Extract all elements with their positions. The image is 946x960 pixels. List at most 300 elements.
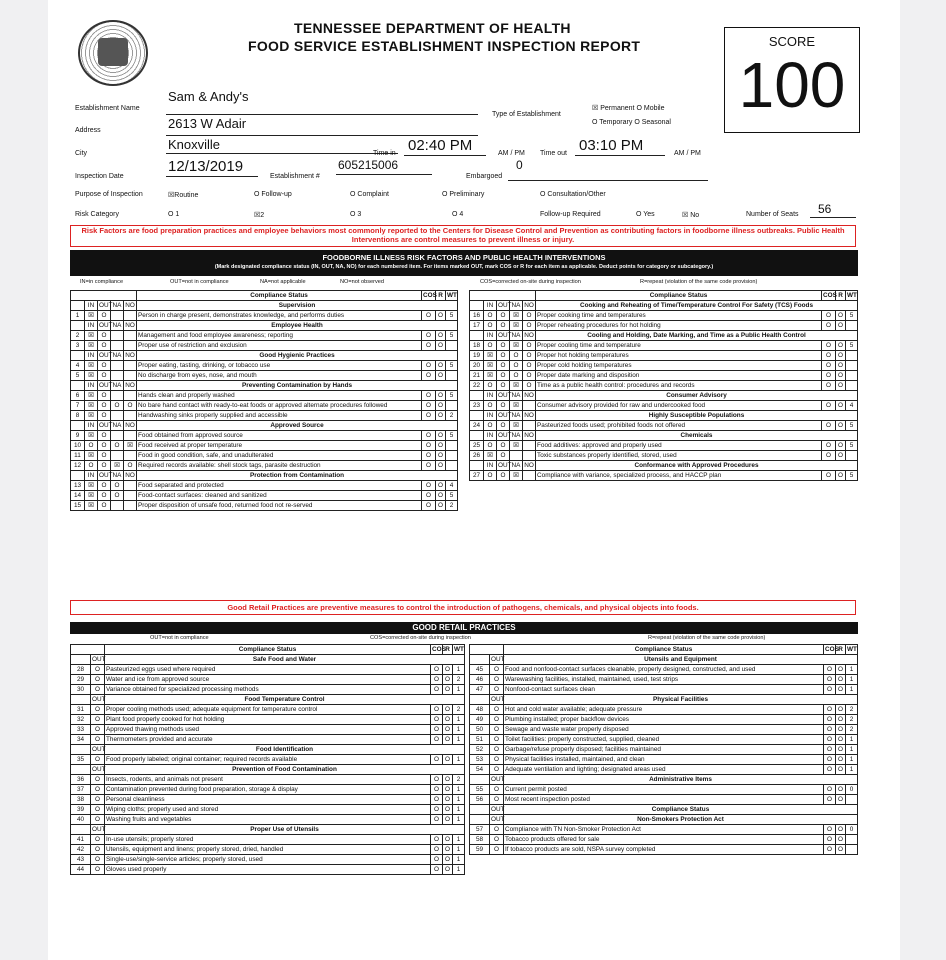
cos-mark[interactable]: O bbox=[824, 765, 836, 775]
out-mark[interactable]: O bbox=[490, 765, 504, 775]
out-mark[interactable]: O bbox=[91, 785, 105, 795]
out-mark[interactable]: O bbox=[91, 705, 105, 715]
status-mark[interactable] bbox=[124, 411, 137, 421]
status-mark[interactable]: O bbox=[484, 341, 497, 351]
label-city: City bbox=[75, 150, 88, 157]
item-number: 20 bbox=[470, 361, 484, 371]
item-description: Proper disposition of unsafe food, returned food not re-served bbox=[137, 501, 422, 511]
out-mark[interactable]: O bbox=[490, 745, 504, 755]
out-mark[interactable]: O bbox=[91, 775, 105, 785]
cos-mark[interactable]: O bbox=[422, 311, 436, 321]
status-mark[interactable] bbox=[523, 401, 536, 411]
r-mark[interactable]: O bbox=[436, 441, 446, 451]
item-number: 46 bbox=[470, 675, 490, 685]
status-mark[interactable]: O bbox=[523, 371, 536, 381]
r-mark[interactable]: O bbox=[436, 491, 446, 501]
out-mark[interactable]: O bbox=[91, 685, 105, 695]
status-mark[interactable] bbox=[111, 501, 124, 511]
status-mark[interactable]: O bbox=[98, 461, 111, 471]
out-mark[interactable]: O bbox=[490, 705, 504, 715]
out-mark[interactable]: O bbox=[91, 735, 105, 745]
r-mark[interactable]: O bbox=[836, 351, 846, 361]
status-mark[interactable]: O bbox=[497, 361, 510, 371]
status-mark[interactable]: O bbox=[124, 401, 137, 411]
status-mark[interactable]: ☒ bbox=[85, 491, 98, 501]
r-mark[interactable]: O bbox=[443, 685, 453, 695]
out-mark[interactable]: O bbox=[91, 865, 105, 875]
cos-mark[interactable]: O bbox=[422, 361, 436, 371]
cos-heading: COS bbox=[825, 645, 839, 653]
status-mark[interactable] bbox=[111, 411, 124, 421]
r-mark[interactable]: O bbox=[443, 865, 453, 875]
status-mark[interactable]: O bbox=[497, 341, 510, 351]
r-mark[interactable]: O bbox=[836, 685, 846, 695]
cos-mark[interactable]: O bbox=[822, 401, 836, 411]
item-number: 14 bbox=[71, 491, 85, 501]
r-mark[interactable]: O bbox=[436, 361, 446, 371]
r-mark[interactable]: O bbox=[443, 805, 453, 815]
cos-mark[interactable]: O bbox=[822, 351, 836, 361]
cos-mark[interactable]: O bbox=[422, 371, 436, 381]
cos-mark[interactable]: O bbox=[422, 391, 436, 401]
status-mark[interactable]: ☒ bbox=[510, 401, 523, 411]
cos-mark[interactable]: O bbox=[422, 501, 436, 511]
status-mark[interactable]: O bbox=[497, 401, 510, 411]
status-mark[interactable]: O bbox=[111, 481, 124, 491]
cos-mark[interactable]: O bbox=[431, 725, 443, 735]
r-mark[interactable]: O bbox=[436, 451, 446, 461]
subsection-row bbox=[71, 351, 458, 361]
cos-mark[interactable]: O bbox=[824, 745, 836, 755]
status-mark[interactable]: O bbox=[98, 441, 111, 451]
r-mark[interactable]: O bbox=[836, 765, 846, 775]
r-mark[interactable]: O bbox=[443, 835, 453, 845]
status-mark[interactable] bbox=[124, 391, 137, 401]
risk-item-row bbox=[71, 401, 458, 411]
time-in-value: 02:40 PM bbox=[408, 137, 473, 154]
status-mark[interactable]: O bbox=[98, 331, 111, 341]
status-mark[interactable] bbox=[124, 331, 137, 341]
status-mark[interactable]: O bbox=[484, 321, 497, 331]
cos-mark[interactable]: O bbox=[824, 845, 836, 855]
cos-mark[interactable]: O bbox=[431, 675, 443, 685]
out-mark[interactable]: O bbox=[91, 755, 105, 765]
status-mark[interactable]: ☒ bbox=[85, 411, 98, 421]
cos-mark[interactable]: O bbox=[824, 835, 836, 845]
r-mark[interactable]: O bbox=[443, 715, 453, 725]
r-mark[interactable]: O bbox=[436, 481, 446, 491]
out-mark[interactable]: O bbox=[490, 665, 504, 675]
out-mark[interactable]: O bbox=[490, 755, 504, 765]
followup-yes: O Yes bbox=[636, 211, 655, 218]
no-col-label: NO bbox=[125, 351, 135, 359]
status-mark[interactable]: O bbox=[497, 441, 510, 451]
status-mark[interactable]: ☒ bbox=[484, 451, 497, 461]
r-mark[interactable]: O bbox=[836, 341, 846, 351]
cos-mark[interactable]: O bbox=[431, 665, 443, 675]
out-mark[interactable]: O bbox=[91, 675, 105, 685]
cos-mark[interactable]: O bbox=[422, 431, 436, 441]
status-mark[interactable]: O bbox=[98, 411, 111, 421]
r-mark[interactable]: O bbox=[443, 775, 453, 785]
cos-mark[interactable]: O bbox=[822, 451, 836, 461]
retail-item-row bbox=[71, 795, 465, 805]
status-mark[interactable]: O bbox=[497, 451, 510, 461]
out-mark[interactable]: O bbox=[91, 715, 105, 725]
risk-factors-left-table bbox=[70, 290, 458, 511]
status-mark[interactable]: ☒ bbox=[111, 461, 124, 471]
cos-mark[interactable]: O bbox=[824, 715, 836, 725]
item-number: 18 bbox=[470, 341, 484, 351]
status-mark[interactable]: ☒ bbox=[85, 401, 98, 411]
r-mark[interactable]: O bbox=[836, 745, 846, 755]
status-mark[interactable]: O bbox=[98, 341, 111, 351]
status-mark[interactable]: O bbox=[98, 401, 111, 411]
cos-mark[interactable]: O bbox=[431, 805, 443, 815]
status-mark[interactable]: ☒ bbox=[85, 371, 98, 381]
cos-mark[interactable]: O bbox=[822, 471, 836, 481]
cos-mark[interactable]: O bbox=[822, 361, 836, 371]
out-mark[interactable]: O bbox=[490, 725, 504, 735]
status-mark[interactable]: ☒ bbox=[510, 321, 523, 331]
r-mark[interactable]: O bbox=[443, 815, 453, 825]
purpose-consultation: O Consultation/Other bbox=[540, 191, 606, 198]
status-mark[interactable] bbox=[124, 431, 137, 441]
r-mark[interactable]: O bbox=[836, 451, 846, 461]
cos-mark[interactable]: O bbox=[431, 755, 443, 765]
r-mark[interactable]: O bbox=[836, 735, 846, 745]
status-mark[interactable]: O bbox=[497, 351, 510, 361]
item-number: 42 bbox=[71, 845, 91, 855]
cos-mark[interactable]: O bbox=[422, 481, 436, 491]
status-mark[interactable]: O bbox=[523, 341, 536, 351]
status-mark[interactable]: O bbox=[484, 381, 497, 391]
status-mark[interactable]: O bbox=[98, 391, 111, 401]
r-mark[interactable]: O bbox=[443, 755, 453, 765]
status-mark[interactable] bbox=[523, 471, 536, 481]
cos-mark[interactable]: O bbox=[824, 785, 836, 795]
cos-mark[interactable]: O bbox=[822, 311, 836, 321]
status-mark[interactable] bbox=[111, 451, 124, 461]
item-number: 27 bbox=[470, 471, 484, 481]
status-mark[interactable] bbox=[124, 481, 137, 491]
r-mark[interactable]: O bbox=[836, 381, 846, 391]
status-mark[interactable] bbox=[111, 371, 124, 381]
status-mark[interactable]: O bbox=[124, 461, 137, 471]
item-description: Food received at proper temperature bbox=[137, 441, 422, 451]
status-mark[interactable] bbox=[111, 311, 124, 321]
status-mark[interactable] bbox=[124, 371, 137, 381]
status-mark[interactable]: O bbox=[484, 421, 497, 431]
status-mark[interactable]: ☒ bbox=[85, 341, 98, 351]
r-heading: R bbox=[836, 291, 846, 301]
cos-mark[interactable]: O bbox=[431, 815, 443, 825]
status-mark[interactable] bbox=[124, 361, 137, 371]
subsection-title: Prevention of Food Contamination bbox=[105, 765, 465, 775]
cos-mark[interactable]: O bbox=[431, 835, 443, 845]
status-mark[interactable]: O bbox=[497, 471, 510, 481]
status-mark[interactable] bbox=[111, 361, 124, 371]
r-mark[interactable]: O bbox=[443, 705, 453, 715]
status-mark[interactable]: ☒ bbox=[124, 441, 137, 451]
r-mark[interactable]: O bbox=[436, 391, 446, 401]
r-mark[interactable]: O bbox=[443, 725, 453, 735]
score-label: SCORE bbox=[768, 34, 816, 49]
cos-mark[interactable]: O bbox=[422, 341, 436, 351]
r-mark[interactable]: O bbox=[836, 321, 846, 331]
weight bbox=[846, 361, 858, 371]
r-mark[interactable]: O bbox=[443, 735, 453, 745]
r-mark[interactable]: O bbox=[443, 845, 453, 855]
status-mark[interactable] bbox=[523, 441, 536, 451]
r-mark[interactable]: O bbox=[836, 835, 846, 845]
out-mark[interactable]: O bbox=[490, 785, 504, 795]
status-mark[interactable]: ☒ bbox=[85, 431, 98, 441]
status-mark[interactable]: ☒ bbox=[85, 481, 98, 491]
r-mark[interactable]: O bbox=[836, 785, 846, 795]
out-mark[interactable]: O bbox=[490, 685, 504, 695]
status-mark[interactable]: O bbox=[98, 371, 111, 381]
status-mark[interactable]: O bbox=[497, 321, 510, 331]
status-mark[interactable] bbox=[124, 451, 137, 461]
status-mark[interactable]: ☒ bbox=[484, 371, 497, 381]
status-mark[interactable] bbox=[111, 431, 124, 441]
out-mark[interactable]: O bbox=[490, 675, 504, 685]
cos-mark[interactable]: O bbox=[824, 755, 836, 765]
cos-mark[interactable]: O bbox=[422, 441, 436, 451]
cos-mark[interactable]: O bbox=[431, 795, 443, 805]
status-mark[interactable]: ☒ bbox=[85, 391, 98, 401]
cos-mark[interactable]: O bbox=[431, 735, 443, 745]
status-mark[interactable] bbox=[124, 311, 137, 321]
out-mark[interactable]: O bbox=[91, 795, 105, 805]
cos-mark[interactable]: O bbox=[824, 795, 836, 805]
r-mark[interactable]: O bbox=[836, 371, 846, 381]
status-mark[interactable]: O bbox=[497, 371, 510, 381]
item-number: 30 bbox=[71, 685, 91, 695]
r-mark[interactable]: O bbox=[836, 795, 846, 805]
status-mark[interactable] bbox=[111, 331, 124, 341]
status-mark[interactable]: ☒ bbox=[510, 471, 523, 481]
status-mark[interactable]: O bbox=[510, 371, 523, 381]
r-mark[interactable]: O bbox=[836, 755, 846, 765]
cos-mark[interactable]: O bbox=[431, 775, 443, 785]
subsection-title: Approved Source bbox=[137, 421, 458, 431]
weight: 1 bbox=[846, 745, 858, 755]
out-mark[interactable]: O bbox=[490, 825, 504, 835]
status-mark[interactable]: O bbox=[111, 401, 124, 411]
status-mark[interactable]: O bbox=[510, 351, 523, 361]
cos-mark[interactable]: O bbox=[422, 451, 436, 461]
cos-mark[interactable]: O bbox=[822, 381, 836, 391]
status-mark[interactable] bbox=[510, 451, 523, 461]
r-mark[interactable]: O bbox=[436, 401, 446, 411]
r-mark[interactable]: O bbox=[436, 371, 446, 381]
r-mark[interactable]: O bbox=[436, 501, 446, 511]
weight: 1 bbox=[453, 785, 465, 795]
r-mark[interactable]: O bbox=[836, 715, 846, 725]
out-col-label: OUT bbox=[498, 411, 512, 419]
risk-item-row bbox=[470, 321, 858, 331]
out-mark[interactable]: O bbox=[490, 835, 504, 845]
r-mark[interactable]: O bbox=[836, 725, 846, 735]
subsection-row bbox=[470, 411, 858, 421]
r-mark[interactable]: O bbox=[436, 431, 446, 441]
out-mark[interactable]: O bbox=[91, 845, 105, 855]
status-mark[interactable] bbox=[124, 501, 137, 511]
status-mark[interactable]: ☒ bbox=[85, 451, 98, 461]
status-mark[interactable]: O bbox=[85, 441, 98, 451]
status-mark[interactable]: ☒ bbox=[85, 311, 98, 321]
status-mark[interactable]: O bbox=[98, 451, 111, 461]
out-mark[interactable]: O bbox=[490, 715, 504, 725]
cos-mark[interactable]: O bbox=[822, 321, 836, 331]
r-mark[interactable]: O bbox=[443, 855, 453, 865]
r-mark[interactable]: O bbox=[836, 675, 846, 685]
r-mark[interactable]: O bbox=[436, 341, 446, 351]
cos-mark[interactable]: O bbox=[431, 855, 443, 865]
out-mark[interactable]: O bbox=[91, 805, 105, 815]
status-mark[interactable]: ☒ bbox=[510, 381, 523, 391]
status-mark[interactable]: O bbox=[484, 441, 497, 451]
out-mark[interactable]: O bbox=[91, 725, 105, 735]
item-description: Proper cold holding temperatures bbox=[536, 361, 822, 371]
retail-item-row bbox=[470, 835, 858, 845]
status-mark[interactable]: ☒ bbox=[510, 341, 523, 351]
cos-mark[interactable]: O bbox=[822, 341, 836, 351]
item-description: Proper eating, tasting, drinking, or tobacco use bbox=[137, 361, 422, 371]
status-mark[interactable]: O bbox=[523, 321, 536, 331]
status-mark[interactable]: O bbox=[523, 311, 536, 321]
r-mark[interactable]: O bbox=[836, 705, 846, 715]
r-mark[interactable]: O bbox=[443, 795, 453, 805]
status-mark[interactable]: O bbox=[98, 501, 111, 511]
cos-mark[interactable]: O bbox=[824, 825, 836, 835]
status-mark[interactable]: O bbox=[484, 471, 497, 481]
cos-mark[interactable]: O bbox=[431, 715, 443, 725]
status-mark[interactable] bbox=[523, 451, 536, 461]
item-number: 29 bbox=[71, 675, 91, 685]
status-mark[interactable]: ☒ bbox=[510, 311, 523, 321]
status-mark[interactable]: O bbox=[98, 491, 111, 501]
r-mark[interactable]: O bbox=[443, 665, 453, 675]
status-mark[interactable] bbox=[111, 391, 124, 401]
cos-mark[interactable]: O bbox=[822, 441, 836, 451]
r-mark[interactable]: O bbox=[836, 825, 846, 835]
cos-mark[interactable]: O bbox=[824, 705, 836, 715]
out-mark[interactable]: O bbox=[91, 835, 105, 845]
cos-mark[interactable]: O bbox=[824, 735, 836, 745]
status-mark[interactable]: O bbox=[497, 311, 510, 321]
r-mark[interactable]: O bbox=[836, 471, 846, 481]
status-mark[interactable]: O bbox=[111, 491, 124, 501]
cos-mark[interactable]: O bbox=[824, 725, 836, 735]
cos-mark[interactable]: O bbox=[422, 331, 436, 341]
cos-mark[interactable]: O bbox=[824, 665, 836, 675]
weight: 1 bbox=[453, 865, 465, 875]
r-mark[interactable]: O bbox=[836, 361, 846, 371]
risk-item-row bbox=[71, 391, 458, 401]
section-risk-factors-header bbox=[70, 250, 858, 276]
r-mark[interactable]: O bbox=[836, 421, 846, 431]
cos-mark[interactable]: O bbox=[431, 785, 443, 795]
cos-mark[interactable]: O bbox=[431, 845, 443, 855]
status-mark[interactable]: ☒ bbox=[510, 441, 523, 451]
status-mark[interactable]: ☒ bbox=[85, 331, 98, 341]
r-mark[interactable]: O bbox=[836, 401, 846, 411]
status-mark[interactable] bbox=[124, 341, 137, 351]
r-mark[interactable]: O bbox=[836, 665, 846, 675]
status-mark[interactable]: O bbox=[98, 311, 111, 321]
item-description: No bare hand contact with ready-to-eat foods or approved alternate procedures followed bbox=[137, 401, 422, 411]
item-description: Hands clean and properly washed bbox=[137, 391, 422, 401]
r-mark[interactable]: O bbox=[836, 441, 846, 451]
out-mark[interactable]: O bbox=[91, 665, 105, 675]
cos-mark[interactable]: O bbox=[422, 401, 436, 411]
cos-mark[interactable]: O bbox=[431, 705, 443, 715]
cos-mark[interactable]: O bbox=[824, 675, 836, 685]
r-mark[interactable]: O bbox=[436, 411, 446, 421]
out-mark[interactable]: O bbox=[91, 855, 105, 865]
r-mark[interactable]: O bbox=[436, 461, 446, 471]
inspection-date-value: 12/13/2019 bbox=[168, 158, 244, 175]
status-mark[interactable]: ☒ bbox=[510, 421, 523, 431]
status-mark[interactable]: ☒ bbox=[85, 501, 98, 511]
r-mark[interactable]: O bbox=[443, 785, 453, 795]
status-mark[interactable] bbox=[111, 341, 124, 351]
status-mark[interactable]: O bbox=[523, 351, 536, 361]
cos-mark[interactable]: O bbox=[822, 371, 836, 381]
status-mark[interactable]: O bbox=[98, 431, 111, 441]
status-mark[interactable]: ☒ bbox=[484, 361, 497, 371]
status-mark[interactable]: ☒ bbox=[85, 361, 98, 371]
report-title: FOOD SERVICE ESTABLISHMENT INSPECTION REPORT bbox=[248, 38, 641, 54]
cos-mark[interactable]: O bbox=[422, 411, 436, 421]
out-mark[interactable]: O bbox=[490, 845, 504, 855]
cos-mark[interactable]: O bbox=[431, 865, 443, 875]
status-mark[interactable]: O bbox=[111, 441, 124, 451]
in-col-label: IN bbox=[85, 421, 98, 431]
status-mark[interactable]: O bbox=[98, 361, 111, 371]
cos-mark[interactable]: O bbox=[422, 491, 436, 501]
r-mark[interactable]: O bbox=[436, 331, 446, 341]
status-mark[interactable] bbox=[124, 491, 137, 501]
status-mark[interactable]: ☒ bbox=[484, 351, 497, 361]
r-mark[interactable]: O bbox=[443, 675, 453, 685]
status-mark[interactable] bbox=[523, 421, 536, 431]
r-mark[interactable]: O bbox=[836, 311, 846, 321]
out-mark[interactable]: O bbox=[490, 735, 504, 745]
out-mark[interactable]: O bbox=[490, 795, 504, 805]
status-mark[interactable]: O bbox=[484, 311, 497, 321]
status-mark[interactable]: O bbox=[523, 381, 536, 391]
status-mark[interactable]: O bbox=[484, 401, 497, 411]
status-mark[interactable]: O bbox=[510, 361, 523, 371]
status-mark[interactable]: O bbox=[497, 381, 510, 391]
r-mark[interactable]: O bbox=[836, 845, 846, 855]
cos-mark[interactable]: O bbox=[431, 685, 443, 695]
subsection-title: Highly Susceptible Populations bbox=[536, 411, 858, 421]
status-mark[interactable]: O bbox=[523, 361, 536, 371]
status-mark[interactable]: O bbox=[497, 421, 510, 431]
out-mark[interactable]: O bbox=[91, 815, 105, 825]
cos-mark[interactable]: O bbox=[822, 421, 836, 431]
status-mark[interactable]: O bbox=[85, 461, 98, 471]
cos-mark[interactable]: O bbox=[422, 461, 436, 471]
cos-mark[interactable]: O bbox=[824, 685, 836, 695]
r-mark[interactable]: O bbox=[436, 311, 446, 321]
status-mark[interactable]: O bbox=[98, 481, 111, 491]
